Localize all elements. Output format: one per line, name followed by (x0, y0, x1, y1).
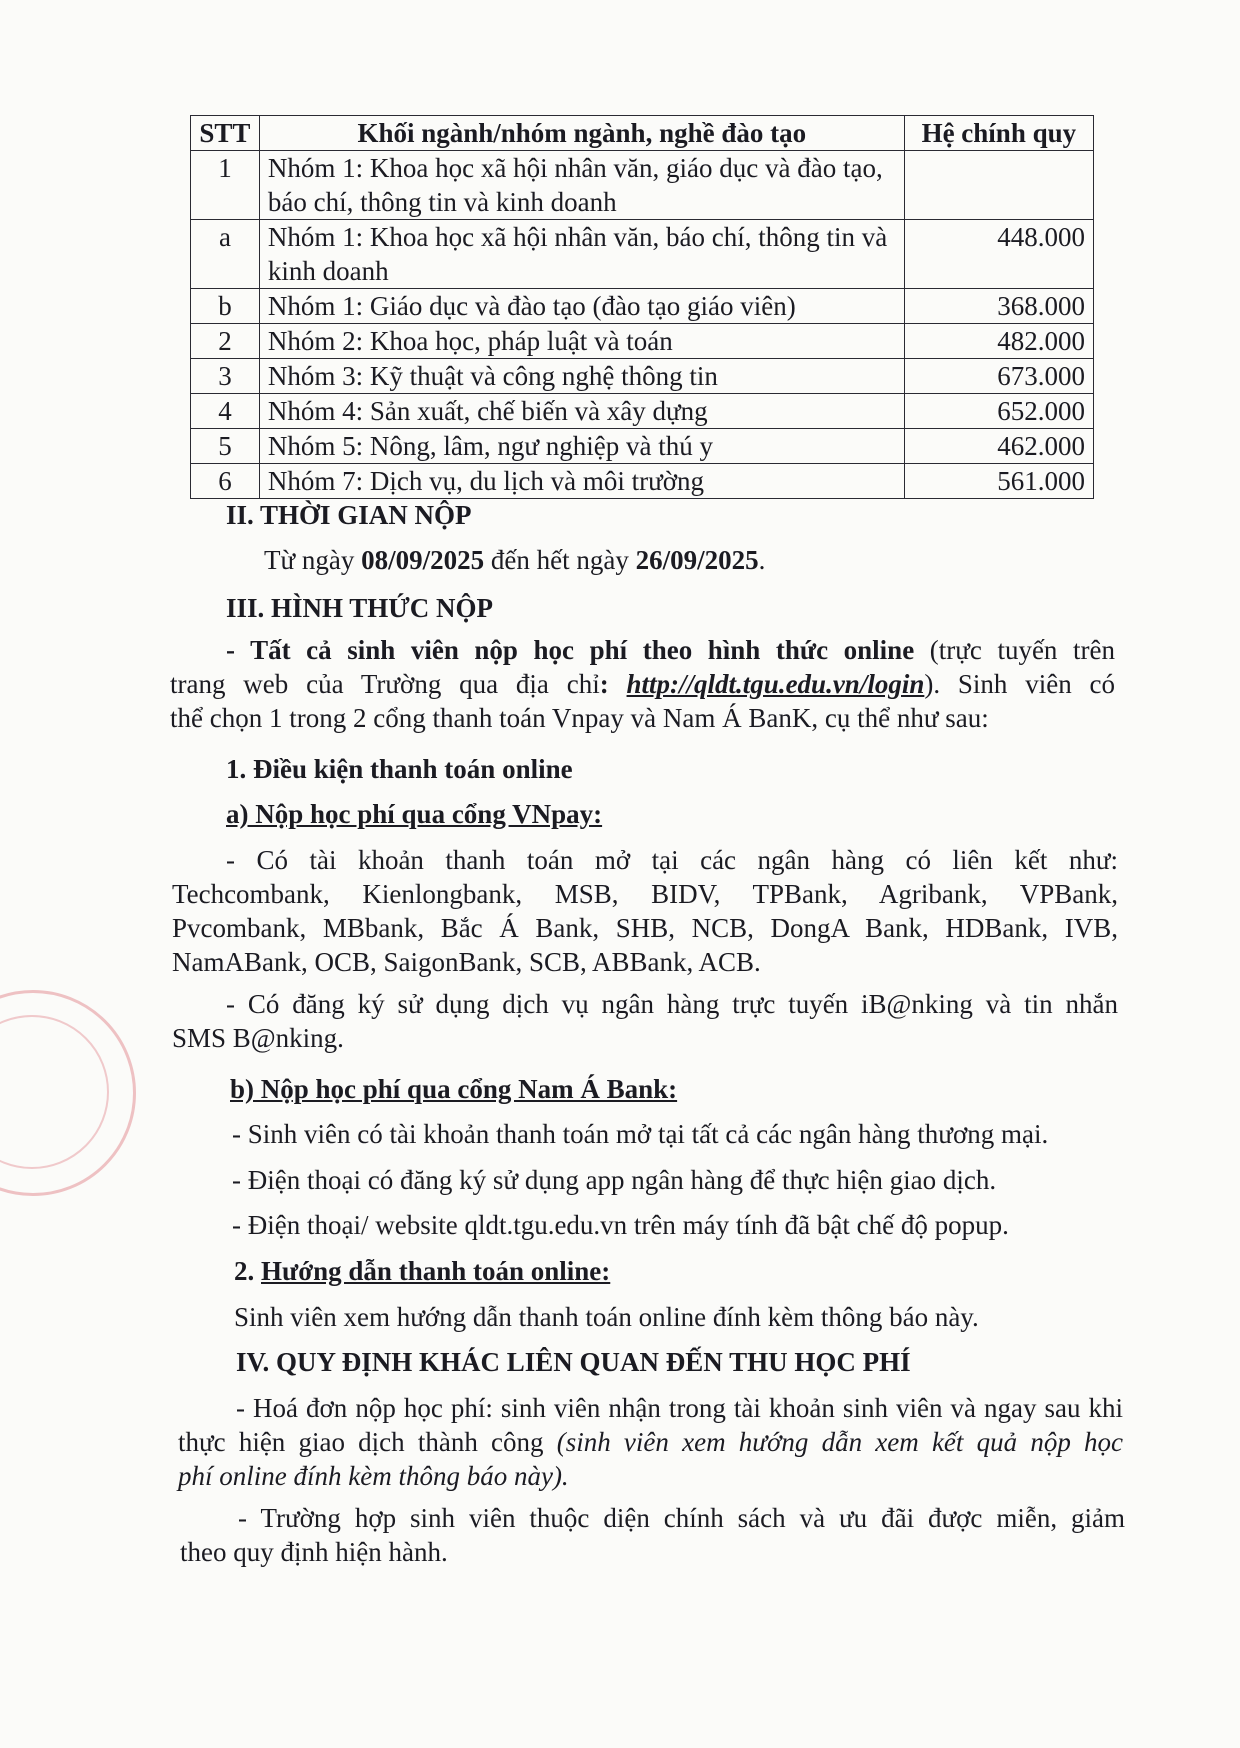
row-name: Nhóm 7: Dịch vụ, du lịch và môi trường (259, 464, 904, 499)
to-label: đến hết ngày (484, 545, 636, 575)
period-end: . (758, 545, 766, 575)
online-payment-intro (170, 633, 1115, 735)
sub-2-prefix: 2. (234, 1256, 261, 1286)
row-name: Nhóm 1: Khoa học xã hội nhân văn, báo chí, thông tin và kinh doanh (259, 220, 904, 289)
row-stt: 2 (191, 324, 260, 359)
row-name: Nhóm 3: Kỹ thuật và công nghệ thông tin (259, 359, 904, 394)
intro-line-3: thể chọn 1 trong 2 cổng thanh toán Vnpay và Nam Á BanK, cụ thể như sau: (170, 703, 989, 733)
intro-bold: - Tất cả sinh viên nộp học phí theo hình thức online (226, 635, 915, 665)
row-name: Nhóm 5: Nông, lâm, ngư nghiệp và thú y (259, 429, 904, 464)
row-stt: 4 (191, 394, 260, 429)
vnpay-banks-line-4: NamABank, OCB, SaigonBank, SCB, ABBank, ACB. (172, 947, 761, 977)
table-row (191, 394, 1094, 429)
vnpay-ib-line-2: SMS B@nking. (172, 1023, 344, 1053)
tuition-fee-table (190, 115, 1094, 499)
table-row (191, 151, 1094, 220)
section-4-heading: IV. QUY ĐỊNH KHÁC LIÊN QUAN ĐẾN THU HỌC PHÍ (236, 1347, 911, 1377)
header-stt: STT (191, 116, 260, 151)
row-name: Nhóm 4: Sản xuất, chế biến và xây dựng (259, 394, 904, 429)
row-name: Nhóm 1: Khoa học xã hội nhân văn, giáo dục và đào tạo, báo chí, thông tin và kinh doanh (259, 151, 904, 220)
invoice-line-1: - Hoá đơn nộp học phí: sinh viên nhận trong tài khoản sinh viên và ngay sau khi (236, 1393, 1123, 1423)
vnpay-ib-line-1: - Có đăng ký sử dụng dịch vụ ngân hàng trực tuyến iB@nking và tin nhắn (226, 989, 1118, 1019)
table-row (191, 464, 1094, 499)
from-date: 08/09/2025 (361, 545, 485, 575)
policy-paragraph (180, 1501, 1125, 1569)
invoice-line-3: phí online đính kèm thông báo này). (178, 1461, 569, 1491)
row-amount: 561.000 (904, 464, 1093, 499)
row-amount: 368.000 (904, 289, 1093, 324)
row-amount (904, 151, 1093, 220)
red-seal-stamp (0, 990, 136, 1196)
row-name: Nhóm 2: Khoa học, pháp luật và toán (259, 324, 904, 359)
sub-1-heading: 1. Điều kiện thanh toán online (226, 754, 573, 784)
section-3-heading: III. HÌNH THỨC NỘP (226, 593, 494, 623)
sub-2-text: Sinh viên xem hướng dẫn thanh toán online đính kèm thông báo này. (234, 1302, 979, 1332)
vnpay-banks-line-1: - Có tài khoản thanh toán mở tại các ngân hàng có liên kết như: (226, 845, 1118, 875)
row-amount: 462.000 (904, 429, 1093, 464)
row-stt: a (191, 220, 260, 289)
intro-rest: (trực tuyến trên (914, 635, 1115, 665)
row-name: Nhóm 1: Giáo dục và đào tạo (đào tạo giáo viên) (259, 289, 904, 324)
row-stt: 3 (191, 359, 260, 394)
table-header-row (191, 116, 1094, 151)
invoice-line2-pre: thực hiện giao dịch thành công (178, 1427, 557, 1457)
invoice-paragraph (178, 1391, 1123, 1493)
row-stt: 1 (191, 151, 260, 220)
table-row (191, 429, 1094, 464)
intro-line-1 (170, 633, 1115, 667)
payment-period (264, 543, 765, 577)
nama-requirement-3: - Điện thoại/ website qldt.tgu.edu.vn trên máy tính đã bật chế độ popup. (232, 1210, 1009, 1240)
nama-heading: b) Nộp học phí qua cổng Nam Á Bank: (230, 1074, 678, 1104)
row-stt: 6 (191, 464, 260, 499)
intro-line2-post: ). Sinh viên có (924, 669, 1116, 699)
vnpay-banks-line-2: Techcombank, Kienlongbank, MSB, BIDV, TPBank, Agribank, VPBank, (172, 879, 1118, 909)
row-amount: 448.000 (904, 220, 1093, 289)
to-date: 26/09/2025 (635, 545, 759, 575)
sub-2-title: Hướng dẫn thanh toán online: (261, 1256, 611, 1286)
table-row (191, 359, 1094, 394)
header-major-group: Khối ngành/nhóm ngành, nghề đào tạo (259, 116, 904, 151)
nama-requirement-2: - Điện thoại có đăng ký sử dụng app ngân hàng để thực hiện giao dịch. (232, 1165, 997, 1195)
policy-line-2: theo quy định hiện hành. (180, 1537, 448, 1567)
sub-2-heading (234, 1254, 610, 1288)
table-row (191, 289, 1094, 324)
row-amount: 673.000 (904, 359, 1093, 394)
table-row (191, 220, 1094, 289)
intro-line-2 (170, 667, 1115, 701)
intro-colon: : (599, 669, 627, 699)
table-row (191, 324, 1094, 359)
row-amount: 482.000 (904, 324, 1093, 359)
vnpay-bank-list (172, 843, 1118, 979)
vnpay-banks-line-3: Pvcombank, MBbank, Bắc Á Bank, SHB, NCB, DongA Bank, HDBank, IVB, (172, 913, 1118, 943)
from-label: Từ ngày (264, 545, 362, 575)
header-regular-program: Hệ chính quy (904, 116, 1093, 151)
vnpay-ibanking (172, 987, 1118, 1055)
row-amount: 652.000 (904, 394, 1093, 429)
row-stt: b (191, 289, 260, 324)
portal-link[interactable]: http://qldt.tgu.edu.vn/login (626, 669, 925, 699)
nama-requirement-1: - Sinh viên có tài khoản thanh toán mở tại tất cả các ngân hàng thương mại. (232, 1119, 1049, 1149)
vnpay-heading: a) Nộp học phí qua cổng VNpay: (226, 799, 603, 829)
invoice-line-2 (178, 1425, 1123, 1459)
section-2-heading: II. THỜI GIAN NỘP (226, 500, 472, 530)
intro-line2-pre: trang web của Trường qua địa chỉ (170, 669, 600, 699)
invoice-line2-italic: (sinh viên xem hướng dẫn xem kết quả nộp học (556, 1427, 1123, 1457)
row-stt: 5 (191, 429, 260, 464)
policy-line-1: - Trường hợp sinh viên thuộc diện chính sách và ưu đãi được miễn, giảm (238, 1503, 1125, 1533)
